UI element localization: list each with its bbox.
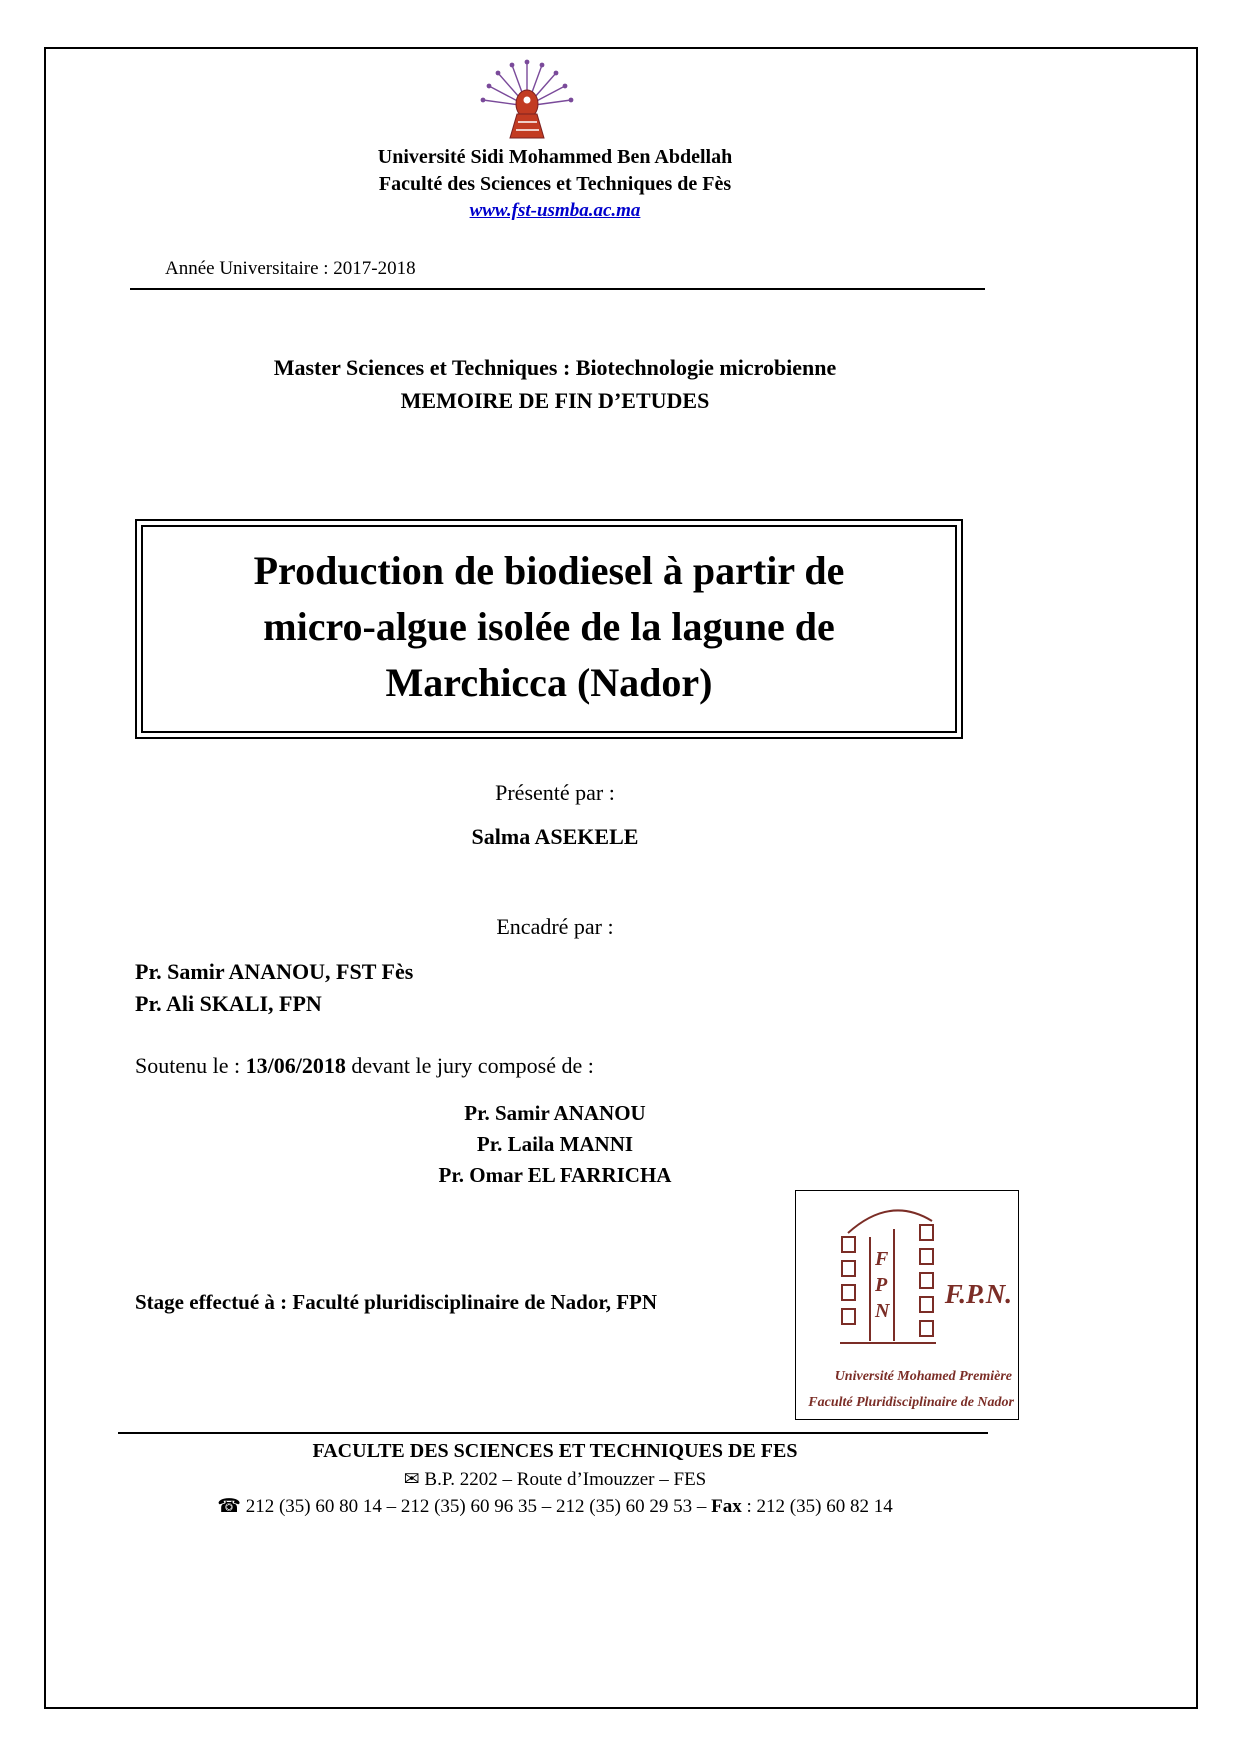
website-link[interactable]: www.fst-usmba.ac.ma bbox=[469, 200, 641, 221]
footer-address: B.P. 2202 – Route d’Imouzzer – FES bbox=[419, 1469, 707, 1490]
defense-line bbox=[135, 1053, 594, 1079]
title-box bbox=[135, 519, 963, 739]
supervisor-1: Pr. Samir ANANOU, FST Fès bbox=[135, 959, 414, 984]
author-name: Salma ASEKELE bbox=[471, 824, 639, 849]
supervised-by-label: Encadré par : bbox=[496, 914, 614, 939]
university-emblem-icon bbox=[480, 54, 575, 142]
footer-address-row bbox=[90, 1468, 1020, 1491]
academic-year: Année Universitaire : 2017-2018 bbox=[165, 258, 416, 279]
defense-prefix: Soutenu le : bbox=[135, 1053, 246, 1078]
phone-icon: ☎ bbox=[217, 1496, 241, 1517]
header-divider bbox=[130, 288, 985, 290]
fpn-faculty-line: Faculté Pluridisciplinaire de Nador bbox=[808, 1395, 1014, 1410]
thesis-title-line-2: micro-algue isolée de la lagune de bbox=[263, 604, 835, 649]
jury-member-2: Pr. Laila MANNI bbox=[476, 1132, 634, 1156]
fpn-letter-p: P bbox=[875, 1274, 888, 1296]
fpn-building-icon bbox=[832, 1203, 950, 1351]
university-name: Université Sidi Mohammed Ben Abdellah bbox=[377, 146, 733, 168]
footer-fax-label: Fax bbox=[711, 1496, 742, 1517]
document-type: MEMOIRE DE FIN D’ETUDES bbox=[400, 388, 710, 413]
defense-date: 13/06/2018 bbox=[245, 1053, 346, 1078]
mail-icon: ✉ bbox=[403, 1469, 420, 1490]
footer-phones: 212 (35) 60 80 14 – 212 (35) 60 96 35 – 212 (35) 60 29 53 – bbox=[240, 1496, 712, 1517]
footer-faculty: FACULTE DES SCIENCES ET TECHNIQUES DE FES bbox=[312, 1440, 798, 1462]
supervisor-2: Pr. Ali SKALI, FPN bbox=[135, 991, 322, 1016]
presented-by-label: Présenté par : bbox=[495, 780, 615, 805]
fpn-letter-n: N bbox=[875, 1300, 890, 1322]
master-program: Master Sciences et Techniques : Biotechnologie microbienne bbox=[273, 355, 837, 380]
footer-fax-value: : 212 (35) 60 82 14 bbox=[741, 1496, 893, 1517]
internship-line: Stage effectué à : Faculté pluridisciplinaire de Nador, FPN bbox=[135, 1290, 658, 1314]
footer-divider bbox=[118, 1432, 988, 1434]
footer-phone-row bbox=[90, 1495, 1020, 1518]
supervisors-list bbox=[135, 956, 413, 1020]
faculty-name: Faculté des Sciences et Techniques de Fès bbox=[378, 173, 732, 195]
website-row bbox=[90, 200, 1020, 222]
fpn-university-line: Université Mohamed Première bbox=[834, 1369, 1012, 1384]
title-box-inner bbox=[141, 525, 957, 733]
thesis-title-line-1: Production de biodiesel à partir de bbox=[253, 548, 845, 593]
jury-member-3: Pr. Omar EL FARRICHA bbox=[438, 1163, 672, 1187]
fpn-logo bbox=[795, 1190, 1019, 1420]
fpn-letter-f: F bbox=[875, 1248, 889, 1270]
jury-list bbox=[90, 1098, 1020, 1191]
jury-member-1: Pr. Samir ANANOU bbox=[464, 1101, 646, 1125]
thesis-title-line-3: Marchicca (Nador) bbox=[385, 660, 713, 705]
fpn-acronym: F.P.N. bbox=[944, 1279, 1012, 1309]
defense-suffix: devant le jury composé de : bbox=[345, 1053, 594, 1078]
